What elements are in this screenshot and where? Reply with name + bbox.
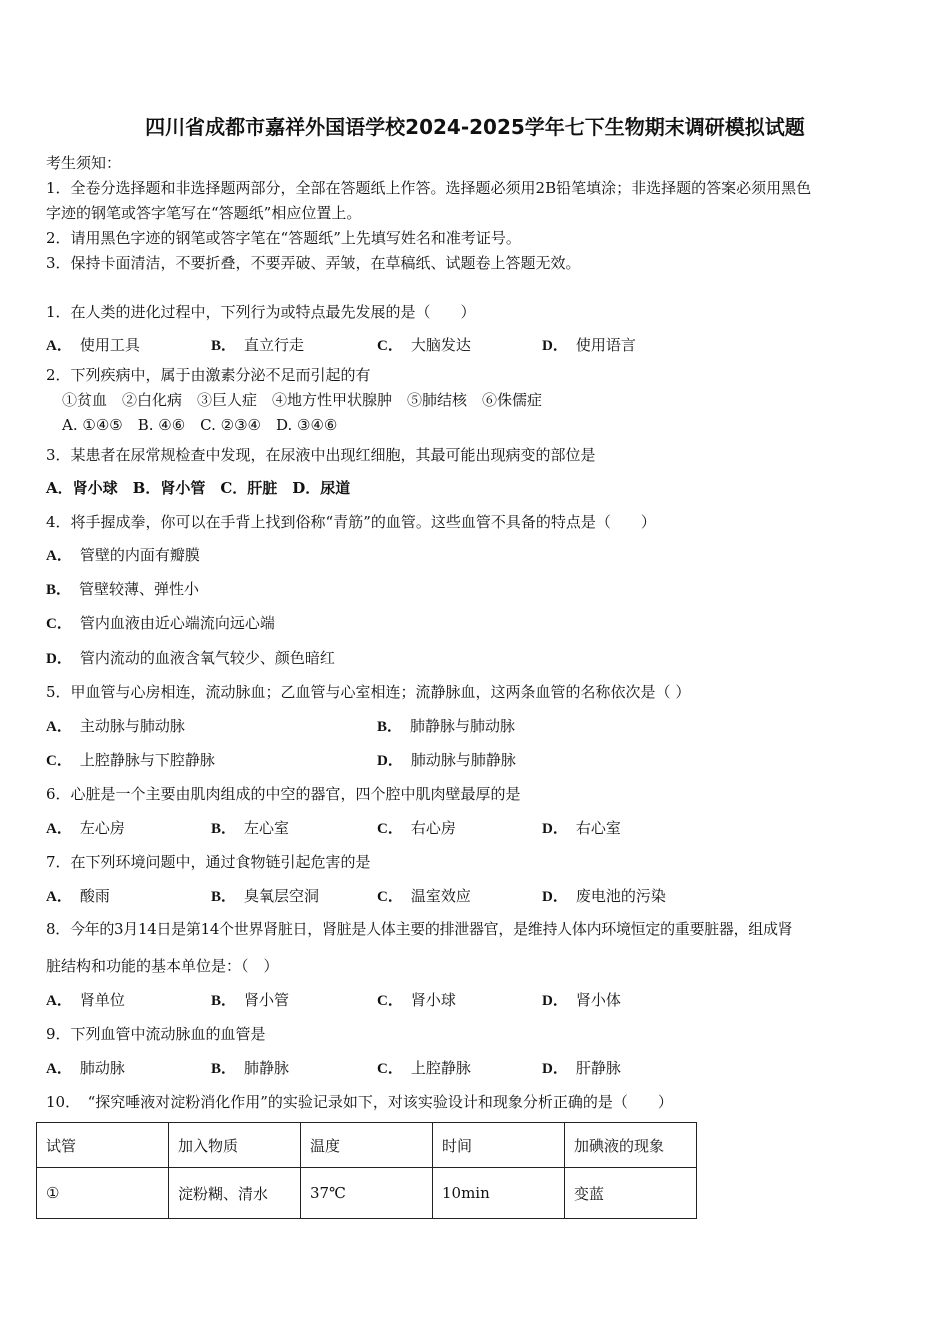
question-6-option-c: C． 右心房: [377, 819, 456, 837]
question-9-option-c: C． 上腔静脉: [377, 1059, 471, 1077]
table-cell: 淀粉糊、清水: [169, 1168, 301, 1219]
table-cell: 变蓝: [565, 1168, 697, 1219]
table-header-cell: 温度: [301, 1123, 433, 1168]
question-6-option-d: D． 右心室: [542, 819, 621, 837]
question-2-items: ①贫血 ②白化病 ③巨人症 ④地方性甲状腺肿 ⑤肺结核 ⑥侏儒症: [62, 391, 543, 409]
question-4-option-d: D． 管内流动的血液含氧气较少、颜色暗红: [46, 649, 335, 667]
table-header-row: [37, 1123, 697, 1168]
table-header-cell: 试管: [37, 1123, 169, 1168]
question-6-option-b: B． 左心室: [211, 819, 290, 837]
table-header-cell: 时间: [433, 1123, 565, 1168]
question-5-option-a: A． 主动脉与肺动脉: [46, 717, 185, 735]
question-5-option-c: C． 上腔静脉与下腔静脉: [46, 751, 215, 769]
question-7-option-c: C． 温室效应: [377, 887, 471, 905]
table-row: [37, 1168, 697, 1219]
table-cell: 37℃: [301, 1168, 433, 1219]
question-9-option-d: D． 肝静脉: [542, 1059, 621, 1077]
question-10-stem: 10． “探究唾液对淀粉消化作用”的实验记录如下，对该实验设计和现象分析正确的是（ ）: [46, 1093, 673, 1111]
question-9-option-a: A． 肺动脉: [46, 1059, 125, 1077]
question-1-option-b: B． 直立行走: [211, 336, 305, 354]
question-4-stem: 4．将手握成拳，你可以在手背上找到俗称“青筋”的血管。这些血管不具备的特点是（ ）: [46, 513, 656, 531]
question-5-stem: 5．甲血管与心房相连，流动脉血；乙血管与心室相连；流静脉血，这两条血管的名称依次是（ ）: [46, 683, 691, 701]
table-cell: 10min: [433, 1168, 565, 1219]
table-header-cell: 加碘液的现象: [565, 1123, 697, 1168]
question-1-option-c: C． 大脑发达: [377, 336, 471, 354]
question-3-options: A．肾小球 B．肾小管 C．肝脏 D．尿道: [46, 479, 351, 497]
question-2-options: A. ①④⑤ B. ④⑥ C. ②③④ D. ③④⑥: [62, 416, 338, 434]
question-4-option-c: C． 管内血液由近心端流向远心端: [46, 614, 275, 632]
question-8-stem-continued: 脏结构和功能的基本单位是：（ ）: [46, 957, 279, 975]
table-header-cell: 加入物质: [169, 1123, 301, 1168]
page-title: 四川省成都市嘉祥外国语学校2024-2025学年七下生物期末调研模拟试题: [145, 115, 805, 139]
question-8-option-a: A． 肾单位: [46, 991, 125, 1009]
question-4-option-b: B． 管壁较薄、弹性小: [46, 580, 200, 598]
question-7-stem: 7．在下列环境问题中，通过食物链引起危害的是: [46, 853, 371, 871]
question-8-option-b: B． 肾小管: [211, 991, 290, 1009]
question-4-option-a: A． 管壁的内面有瓣膜: [46, 546, 200, 564]
question-8-option-d: D． 肾小体: [542, 991, 621, 1009]
question-9-stem: 9．下列血管中流动脉血的血管是: [46, 1025, 266, 1043]
table-cell: ①: [37, 1168, 169, 1219]
notice-item: 字迹的钢笔或答字笔写在“答题纸”相应位置上。: [46, 204, 362, 222]
question-8-option-c: C． 肾小球: [377, 991, 456, 1009]
question-5-option-d: D． 肺动脉与肺静脉: [377, 751, 516, 769]
notice-item: 1．全卷分选择题和非选择题两部分，全部在答题纸上作答。选择题必须用2B铅笔填涂；非选择题的答案必须用黑色: [46, 179, 812, 197]
question-1-stem: 1．在人类的进化过程中，下列行为或特点最先发展的是（ ）: [46, 303, 476, 321]
question-7-option-b: B． 臭氧层空洞: [211, 887, 320, 905]
question-6-option-a: A． 左心房: [46, 819, 125, 837]
notice-heading: 考生须知：: [46, 154, 122, 172]
question-7-option-d: D． 废电池的污染: [542, 887, 666, 905]
notice-item: 3．保持卡面清洁，不要折叠，不要弄破、弄皱，在草稿纸、试题卷上答题无效。: [46, 254, 581, 272]
question-2-stem: 2．下列疾病中，属于由激素分泌不足而引起的有: [46, 366, 371, 384]
experiment-table: [36, 1122, 697, 1219]
question-5-option-b: B． 肺静脉与肺动脉: [377, 717, 516, 735]
question-3-stem: 3．某患者在尿常规检查中发现，在尿液中出现红细胞，其最可能出现病变的部位是: [46, 446, 596, 464]
question-6-stem: 6．心脏是一个主要由肌肉组成的中空的器官，四个腔中肌肉壁最厚的是: [46, 785, 521, 803]
question-7-option-a: A． 酸雨: [46, 887, 110, 905]
notice-item: 2．请用黑色字迹的钢笔或答字笔在“答题纸”上先填写姓名和准考证号。: [46, 229, 521, 247]
question-1-option-a: A． 使用工具: [46, 336, 140, 354]
question-8-stem: 8．今年的3月14日是第14个世界肾脏日，肾脏是人体主要的排泄器官，是维持人体内环境恒定的重要脏器，组成肾: [46, 920, 793, 938]
question-9-option-b: B． 肺静脉: [211, 1059, 290, 1077]
question-1-option-d: D． 使用语言: [542, 336, 636, 354]
